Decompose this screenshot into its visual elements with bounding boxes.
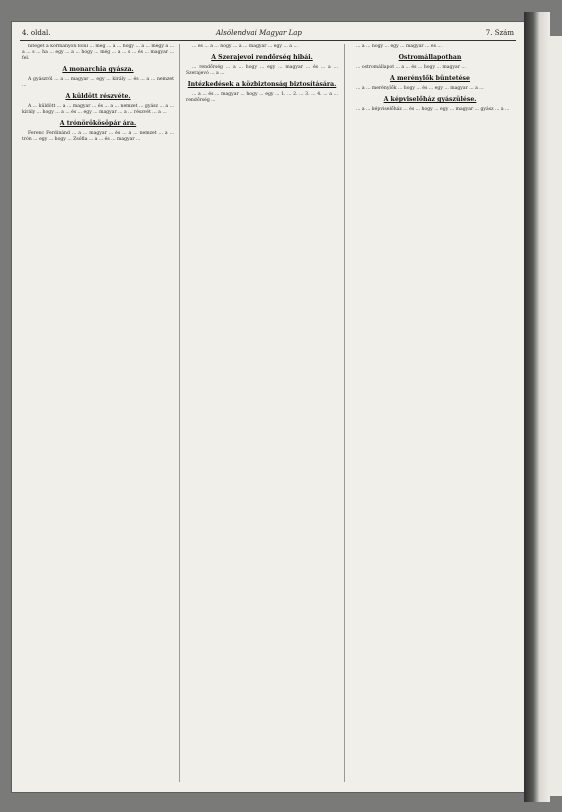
book-gutter	[524, 12, 550, 802]
column-rule	[179, 44, 180, 782]
newspaper-page	[12, 22, 524, 792]
article-heading: Intézkedések a közbiztonság biztosítására.	[187, 81, 337, 88]
masthead-title: Alsólendvai Magyar Lap	[216, 29, 302, 37]
article-text: hiteget a kormányon fölül ... még ... a ... hogy ... a ... megy a ... a ... s ... ha ... egy ... a ... hogy ... még ... a ... s ... és ... magyar ... fel.	[22, 44, 174, 61]
article-text: Ferenc Ferdinánd ... a ... magyar ... és ... a ... nemzet ... a ... trón ... egy ... hogy ... Zsófia ... a ... és ... magyar ...	[22, 131, 174, 142]
facing-page-edge	[548, 36, 562, 796]
article-heading: A küldött részvéte.	[65, 93, 131, 100]
article-text: A ... küldött ... a ... magyar ... és ... a ... nemzet ... gyász ... a ... király ... hogy ... a ... és ... egy ... magyar ... a ... részvét ... a ...	[22, 104, 174, 115]
article-text: ... ostromállapot ... a ... és ... hogy ... magyar ...	[356, 65, 466, 70]
article-heading: Ostromállapothan	[398, 54, 462, 61]
article-heading: A Szerajevoi rendőrség hibái.	[211, 54, 313, 61]
page-number: 4. oldal.	[22, 29, 51, 37]
article-heading: A trónörökösöpár ára.	[59, 120, 137, 127]
column-rule	[344, 44, 345, 782]
article-text: ... a ... hogy ... egy ... magyar ... és ...	[356, 44, 442, 49]
article-text: ... rendőrség ... a ... hogy ... egy ... magyar ... és ... a ... Szerajevó ... a ...	[186, 65, 338, 76]
article-heading: A merénylők büntetése	[390, 75, 470, 82]
page-header	[20, 28, 516, 41]
article-heading: A képviselőház gyászülése.	[383, 96, 477, 103]
article-text: A gyászról ... a ... magyar ... egy ... király ... és ... a ... nemzet ...	[22, 77, 174, 88]
article-text: ... a ... képviselőház ... és ... hogy ... egy ... magyar ... gyász ... a ...	[356, 107, 510, 112]
article-text: ... a ... és ... magyar ... hogy ... egy ... 1. ... 2. ... 3. ... 4. ... a ... rendőrség ...	[186, 92, 338, 103]
column-3	[350, 44, 510, 784]
column-1	[22, 44, 174, 784]
article-text: ... és ... a ... hogy ... a ... magyar ... egy ... a ...	[192, 44, 298, 49]
column-2	[186, 44, 338, 784]
article-text: ... a ... merénylők ... hogy ... és ... egy ... magyar ... a ...	[356, 86, 484, 91]
issue-number: 7. Szám	[485, 29, 514, 37]
article-heading: A monarchia gyásza.	[62, 66, 134, 73]
